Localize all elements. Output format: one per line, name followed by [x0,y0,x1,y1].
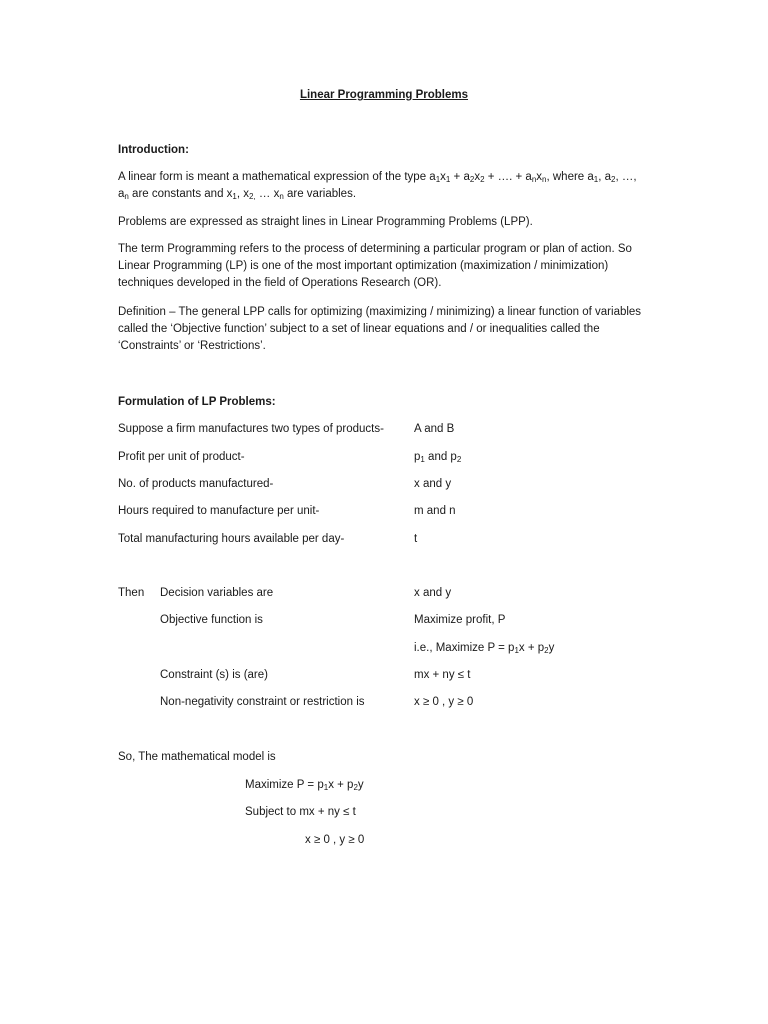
then-item-label: Non-negativity constraint or restriction is [160,696,365,708]
then-item-label: Objective function is [160,614,263,626]
programming-paragraph: The term Programming refers to the process of determining a particular program or plan of action. So Linear Programming (LP) is one of the most important optimization (maximization / minimization) techniques developed in the field of Operations Research (OR). [118,243,632,289]
objective-equation: i.e., Maximize $P = p_1x + p_2y$ [414,642,555,655]
model-nonnegativity: x ≥ 0 , y ≥ 0 [305,834,365,846]
formulation-row-label: Suppose a firm manufactures two types of products- [118,423,384,435]
model-maximize: Maximize $P = p_1x + p_2y$ [245,779,364,792]
formulation-heading: Formulation of LP Problems: [118,396,276,408]
then-label: Then [118,587,145,599]
formulation-row-value: A and B [414,423,455,435]
formulation-row-value: m and n [414,505,456,517]
page-title: Linear Programming Problems [299,89,469,101]
formulation-row-label: No. of products manufactured- [118,478,274,490]
formulation-row-value: x and y [414,478,452,490]
then-item-value: Maximize profit, P [414,614,506,626]
intro-heading: Introduction: [118,144,189,156]
then-item-label: Decision variables are [160,587,274,599]
linear-form-paragraph: A linear form is meant a mathematical expression of the type $a_1x_1 + a_2x_2$ + …. + $a_nx_n$, where $a_1$, $a_2$, …, $a_n$ are constants and $x_1$, $x_{2,}$ … $x_n$ are variables. [118,171,637,201]
formulation-row-label: Profit per unit of product- [118,451,245,463]
formulation-row-label: Total manufacturing hours available per day- [118,533,345,545]
then-item-value: mx + ny ≤ t [414,669,471,681]
then-item-value: x and y [414,587,452,599]
formulation-row-value: t [414,533,418,545]
definition-paragraph: Definition – The general LPP calls for optimizing (maximizing / minimizing) a linear function of variables called the ‘Objective function’ subject to a set of linear equations and / or inequalities called the ‘Constraints’ or ‘Restrictions’. [118,306,642,352]
model-subject-to: Subject to mx + ny ≤ t [245,806,356,818]
then-item-label: Constraint (s) is (are) [160,669,268,681]
problems-paragraph: Problems are expressed as straight lines in Linear Programming Problems (LPP). [118,216,533,228]
formulation-row-value: $p_1$ and $p_2$ [414,451,462,464]
formulation-row-label: Hours required to manufacture per unit- [118,505,320,517]
model-intro: So, The mathematical model is [118,751,276,763]
then-item-value: x ≥ 0 , y ≥ 0 [414,696,474,708]
